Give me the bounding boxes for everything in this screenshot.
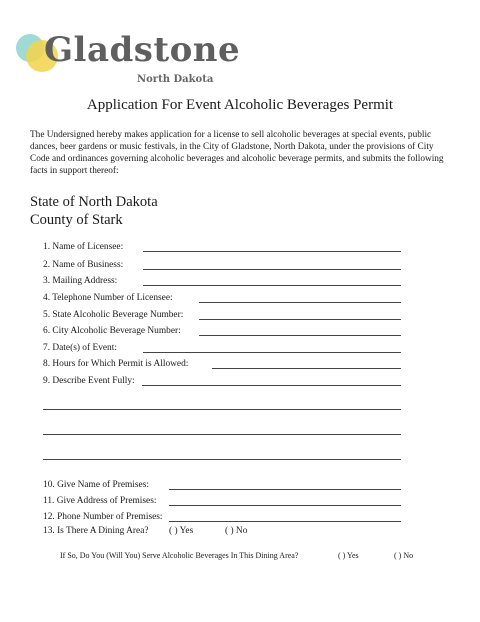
- field-row-premises-name: [43, 479, 401, 492]
- dining-no-checkbox[interactable]: ( ) No: [225, 526, 248, 536]
- city-beverage-number-line[interactable]: [199, 335, 401, 336]
- dining-yes-checkbox[interactable]: ( ) Yes: [169, 526, 194, 536]
- field-label: 6. City Alcoholic Beverage Number:: [43, 326, 181, 336]
- field-label: 5. State Alcoholic Beverage Number:: [43, 310, 184, 320]
- field-label: 4. Telephone Number of Licensee:: [43, 293, 173, 303]
- field-row-business-name: [43, 259, 401, 272]
- field-label: 9. Describe Event Fully:: [43, 376, 135, 386]
- field-label: 7. Date(s) of Event:: [43, 343, 117, 353]
- field-label: 12. Phone Number of Premises:: [43, 512, 163, 522]
- field-label: 3. Mailing Address:: [43, 276, 118, 286]
- telephone-line[interactable]: [199, 302, 401, 303]
- jurisdiction-block: [30, 193, 158, 229]
- event-description-line-2[interactable]: [43, 409, 401, 410]
- field-row-premises-phone: [43, 511, 401, 524]
- event-description-line-3[interactable]: [43, 434, 401, 435]
- field-label: 11. Give Address of Premises:: [43, 496, 157, 506]
- field-row-licensee-name: [43, 241, 401, 254]
- premises-address-line[interactable]: [169, 505, 401, 506]
- event-description-line-4[interactable]: [43, 459, 401, 460]
- field-row-city-beverage-number: [43, 325, 401, 338]
- intro-paragraph: The Undersigned hereby makes application for a license to sell alcoholic beverages at special events, public dances, beer gardens or music festivals, in the City of Gladstone, North Dakota, under the provisions of City Code and ordinances governing alcoholic beverages and alcoholic beverage permits, and submits the following facts in support thereof:: [30, 130, 444, 176]
- premises-name-line[interactable]: [169, 489, 401, 490]
- field-label: 8. Hours for Which Permit is Allowed:: [43, 359, 189, 369]
- field-row-event-dates: [43, 342, 401, 355]
- event-description-line[interactable]: [142, 385, 401, 386]
- licensee-name-line[interactable]: [143, 251, 401, 252]
- field-row-permit-hours: [43, 358, 401, 371]
- serve-yes-checkbox[interactable]: ( ) Yes: [338, 551, 359, 560]
- field-row-event-description: [43, 375, 401, 388]
- serve-label: If So, Do You (Will You) Serve Alcoholic Beverages In This Dining Area?: [60, 551, 299, 560]
- field-label: 10. Give Name of Premises:: [43, 480, 149, 490]
- serve-no-checkbox[interactable]: ( ) No: [394, 551, 414, 560]
- form-title: Application For Event Alcoholic Beverages Permit: [86, 97, 394, 113]
- event-dates-line[interactable]: [143, 352, 401, 353]
- field-row-premises-address: [43, 495, 401, 508]
- field-row-telephone: [43, 292, 401, 305]
- business-name-line[interactable]: [143, 269, 401, 270]
- county-line: County of Stark: [30, 212, 123, 228]
- field-row-state-beverage-number: [43, 309, 401, 322]
- state-beverage-number-line[interactable]: [199, 319, 401, 320]
- field-row-mailing-address: [43, 275, 401, 288]
- premises-phone-line[interactable]: [169, 521, 401, 522]
- field-label: 2. Name of Business:: [43, 260, 124, 270]
- logo-subtitle: North Dakota: [137, 74, 214, 85]
- state-line: State of North Dakota: [30, 194, 158, 210]
- field-label: 1. Name of Licensee:: [43, 242, 124, 252]
- dining-area-label: 13. Is There A Dining Area?: [43, 526, 149, 536]
- permit-hours-line[interactable]: [212, 368, 401, 369]
- mailing-address-line[interactable]: [143, 285, 401, 286]
- logo-wordmark: Gladstone: [44, 30, 241, 70]
